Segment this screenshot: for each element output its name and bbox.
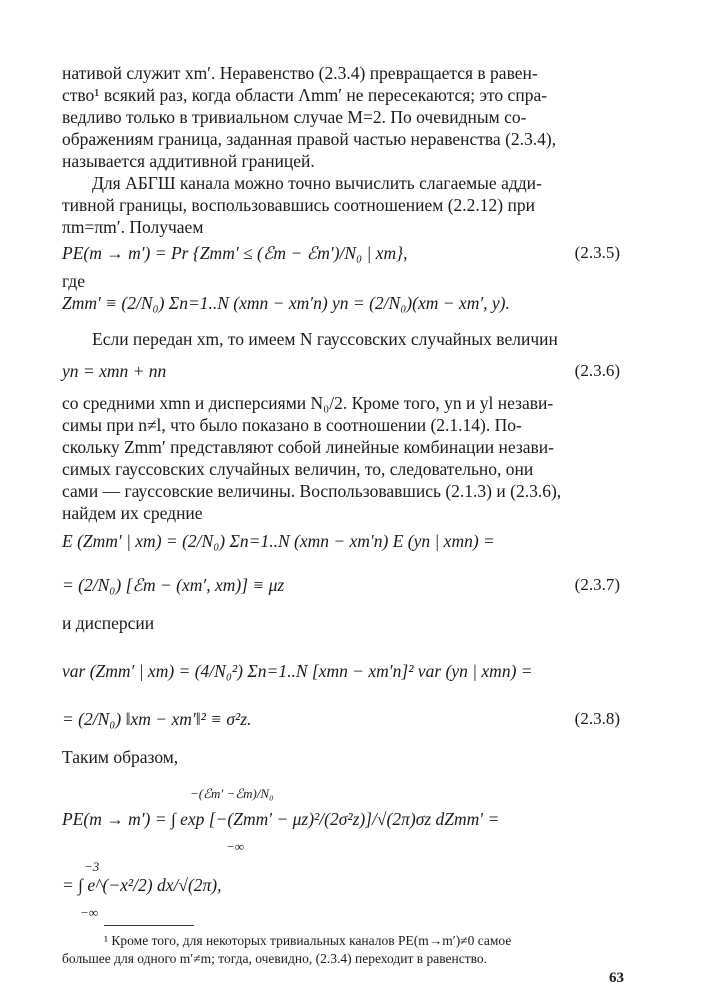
text-line: ство¹ всякий раз, когда области Λmm′ не пересекаются; это спра- <box>62 85 548 105</box>
footnote-rule <box>104 925 194 926</box>
footnote-line: ¹ Кроме того, для некоторых тривиальных каналов PE(m→m′)≠0 самое <box>104 933 512 948</box>
text-line: нативой служит xm′. Неравенство (2.3.4) превращается в равен- <box>62 63 538 83</box>
text-line: скольку Zmm′ представляют собой линейные комбинации незави- <box>62 437 554 457</box>
integral-upper-limit: −(ℰm′ −ℰm)/N₀ <box>190 786 274 801</box>
equation-final-line2: = ∫ e^(−x²/2) dx/√(2π), <box>62 875 222 895</box>
equation-number: (2.3.7) <box>574 575 620 594</box>
text-line: ведливо только в тривиальном случае M=2. По очевидным со- <box>62 107 527 127</box>
text-line: Таким образом, <box>62 747 179 767</box>
equation-number: (2.3.8) <box>574 709 620 728</box>
equation-z-definition: Zmm′ ≡ (2/N₀) Σn=1..N (xmn − xm′n) yn = (2/N₀)(xm − xm′, y). <box>62 293 510 313</box>
integral-upper-limit: −3 <box>84 859 100 874</box>
page-number: 63 <box>609 970 624 986</box>
text-line: πm=πm′. Получаем <box>62 217 204 237</box>
text-line: симых гауссовских случайных величин, то, следовательно, они <box>62 459 534 479</box>
equation-2-3-5: PE(m → m′) = Pr {Zmm′ ≤ (ℰm − ℰm′)/N₀ | xm}, <box>62 243 408 263</box>
equation-2-3-8-line2: = (2/N₀) ‖xm − xm′‖² ≡ σ²z. <box>62 709 252 729</box>
text-line: ображениям граница, заданная правой частью неравенства (2.3.4), <box>62 129 557 149</box>
text-line: Для АБГШ канала можно точно вычислить слагаемые адди- <box>92 173 542 193</box>
text-line: со средними xmn и дисперсиями N₀/2. Кроме того, yn и yl незави- <box>62 393 554 413</box>
text-line: где <box>62 271 85 291</box>
equation-final-line1: PE(m → m′) = ∫ exp [−(Zmm′ − μz)²/(2σ²z)]/√(2π)σz dZmm′ = <box>62 809 500 829</box>
text-line: и дисперсии <box>62 613 155 633</box>
text-line: тивной границы, воспользовавшись соотношением (2.2.12) при <box>62 195 535 215</box>
integral-lower-limit: −∞ <box>80 905 99 920</box>
equation-2-3-8-line1: var (Zmm′ | xm) = (4/N₀²) Σn=1..N [xmn − xm′n]² var (yn | xmn) = <box>62 661 533 681</box>
footnote-line: большее для одного m′≠m; тогда, очевидно, (2.3.4) переходит в равенство. <box>62 951 488 966</box>
text-line: Если передан xm, то имеем N гауссовских случайных величин <box>92 329 558 349</box>
text-line: сами — гауссовские величины. Воспользовавшись (2.1.3) и (2.3.6), <box>62 481 562 501</box>
text-line: симы при n≠l, что было показано в соотношении (2.1.14). По- <box>62 415 522 435</box>
equation-number: (2.3.6) <box>574 361 620 380</box>
text-line: найдем их средние <box>62 503 203 523</box>
equation-2-3-7-line2: = (2/N₀) [ℰm − (xm′, xm)] ≡ μz <box>62 575 285 595</box>
equation-2-3-6: yn = xmn + nn <box>62 361 167 381</box>
text-line: называется аддитивной границей. <box>62 151 315 171</box>
integral-lower-limit: −∞ <box>226 839 245 854</box>
equation-number: (2.3.5) <box>574 243 620 262</box>
equation-2-3-7-line1: E (Zmm′ | xm) = (2/N₀) Σn=1..N (xmn − xm′n) E (yn | xmn) = <box>62 531 495 551</box>
